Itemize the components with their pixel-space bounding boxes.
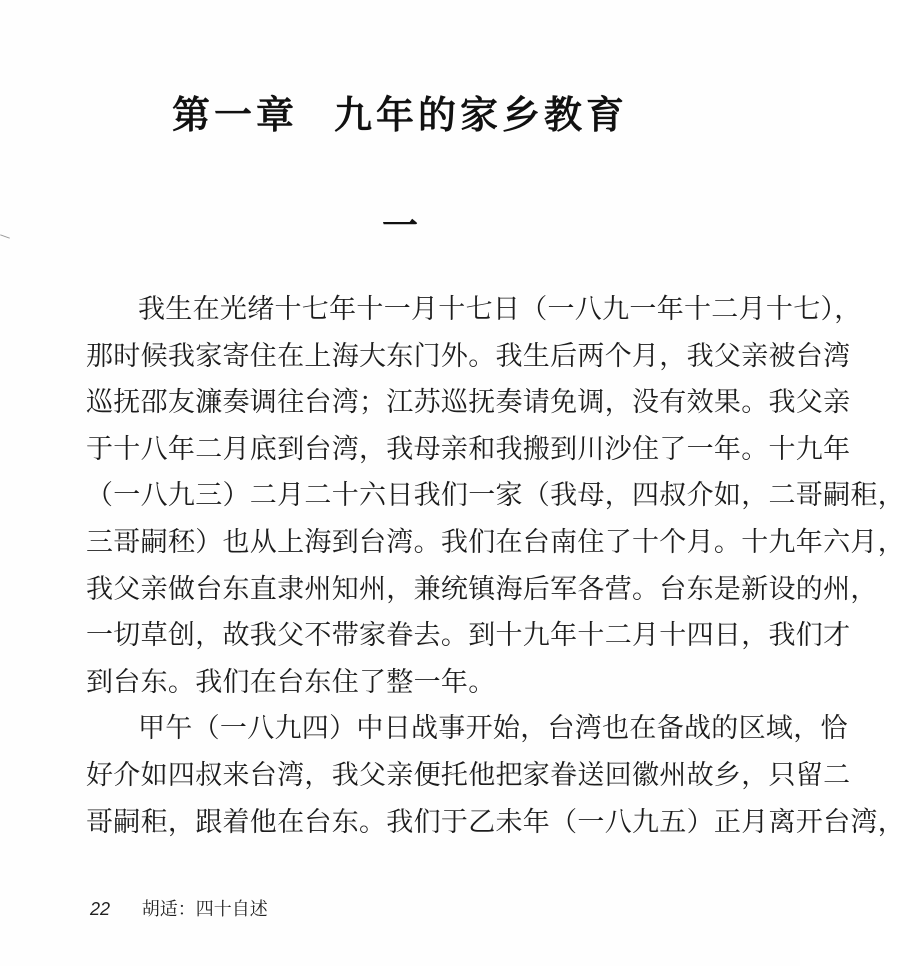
chapter-title-text: 九年的家乡教育 bbox=[334, 93, 629, 137]
chapter-label: 第一章 bbox=[171, 93, 298, 137]
text-line: 那时候我家寄住在上海大东门外。我生后两个月，我父亲被台湾 bbox=[86, 340, 851, 372]
paragraph-2 bbox=[86, 706, 905, 846]
text-line: 到台东。我们在台东住了整一年。 bbox=[86, 666, 496, 698]
chapter-title bbox=[0, 84, 800, 139]
text-line: （一八九三）二月二十六日我们一家（我母，四叔介如，二哥嗣秬， bbox=[86, 480, 905, 512]
text-line: 哥嗣秬，跟着他在台东。我们于乙未年（一八九五）正月离开台湾， bbox=[86, 806, 905, 838]
text-line: 三哥嗣秠）也从上海到台湾。我们在台南住了十个月。十九年六月， bbox=[86, 526, 905, 558]
text-line: 于十八年二月底到台湾，我母亲和我搬到川沙住了一年。十九年 bbox=[86, 433, 851, 465]
text-line: 巡抚邵友濂奏调往台湾；江苏巡抚奏请免调，没有效果。我父亲 bbox=[86, 387, 851, 419]
page-number: 22 bbox=[90, 899, 111, 919]
text-line: 好介如四叔来台湾，我父亲便托他把家眷送回徽州故乡，只留二 bbox=[86, 759, 851, 791]
section-number: 一 bbox=[381, 206, 418, 247]
body-text bbox=[86, 287, 905, 846]
paragraph-1 bbox=[86, 287, 905, 706]
page-footer bbox=[90, 895, 268, 921]
text-line: 我父亲做台东直隶州知州，兼统镇海后军各营。台东是新设的州， bbox=[86, 573, 878, 605]
text-line: 一切草创，故我父不带家眷去。到十九年十二月十四日，我们才 bbox=[86, 620, 851, 652]
running-title: 胡适：四十自述 bbox=[141, 899, 268, 920]
text-line: 甲午（一八九四）中日战事开始，台湾也在备战的区域，恰 bbox=[138, 713, 848, 745]
text-line: 我生在光绪十七年十一月十七日（一八九一年十二月十七）， bbox=[138, 294, 862, 325]
